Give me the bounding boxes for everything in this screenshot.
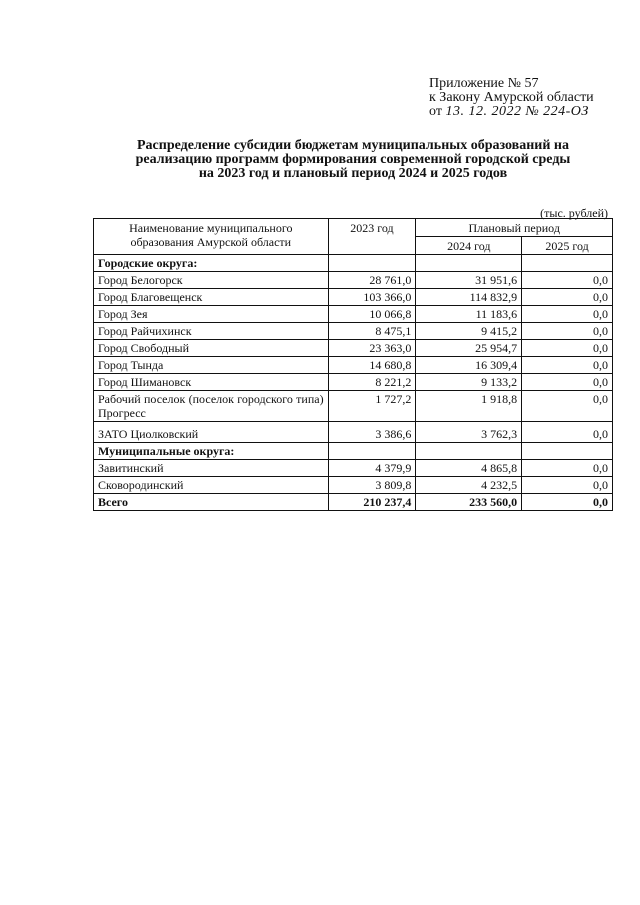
header-planned: Плановый период	[416, 219, 613, 237]
row-2023: 28 761,0	[328, 272, 416, 289]
row-name: Город Благовещенск	[94, 289, 329, 306]
total-row	[94, 494, 613, 511]
total-2025: 0,0	[522, 494, 613, 511]
table-row	[94, 289, 613, 306]
table-row	[94, 460, 613, 477]
table-row	[94, 272, 613, 289]
subsidy-table	[93, 218, 613, 511]
row-2024: 11 183,6	[416, 306, 522, 323]
appendix-date-line	[429, 105, 594, 119]
row-2025: 0,0	[522, 391, 613, 422]
row-2025: 0,0	[522, 306, 613, 323]
row-2023: 1 727,2	[328, 391, 416, 422]
title-line-1: Распределение субсидии бюджетам муниципальных образований на	[137, 138, 569, 153]
row-2023: 8 475,1	[328, 323, 416, 340]
appendix-number: Приложение № 57	[429, 76, 539, 91]
row-2025: 0,0	[522, 460, 613, 477]
row-2024: 114 832,9	[416, 289, 522, 306]
row-2023: 3 386,6	[328, 422, 416, 443]
header-name: Наименование муниципального образования Амурской области	[94, 219, 329, 255]
header-2025: 2025 год	[522, 237, 613, 255]
table-row	[94, 422, 613, 443]
row-name: ЗАТО Циолковский	[94, 422, 329, 443]
row-2023: 8 221,2	[328, 374, 416, 391]
row-2023: 10 066,8	[328, 306, 416, 323]
table-row	[94, 323, 613, 340]
row-name: Город Тында	[94, 357, 329, 374]
total-2023: 210 237,4	[328, 494, 416, 511]
row-2023: 23 363,0	[328, 340, 416, 357]
title-line-3: на 2023 год и плановый период 2024 и 2025 годов	[198, 166, 508, 181]
table-row	[94, 391, 613, 422]
group-label: Муниципальные округа:	[94, 443, 329, 460]
appendix-law: к Закону Амурской области	[429, 90, 594, 105]
row-name: Рабочий поселок (поселок городского типа) Прогресс	[94, 391, 329, 422]
row-2023: 103 366,0	[328, 289, 416, 306]
row-2025: 0,0	[522, 374, 613, 391]
row-2025: 0,0	[522, 272, 613, 289]
row-name: Город Зея	[94, 306, 329, 323]
row-2025: 0,0	[522, 422, 613, 443]
title-line-2: реализацию программ формирования современной городской среды	[135, 152, 571, 167]
row-2023: 3 809,8	[328, 477, 416, 494]
appendix-block	[429, 77, 594, 119]
row-name: Завитинский	[94, 460, 329, 477]
row-2023: 14 680,8	[328, 357, 416, 374]
row-2024: 9 415,2	[416, 323, 522, 340]
row-2024: 3 762,3	[416, 422, 522, 443]
total-label: Всего	[94, 494, 329, 511]
row-2024: 9 133,2	[416, 374, 522, 391]
row-2024: 4 865,8	[416, 460, 522, 477]
group-row	[94, 443, 613, 460]
units-label: (тыс. рублей)	[540, 206, 608, 220]
row-name: Город Белогорск	[94, 272, 329, 289]
group-label: Городские округа:	[94, 255, 329, 272]
handwritten-date-number: 13. 12. 2022 № 224-ОЗ	[445, 104, 589, 119]
row-2025: 0,0	[522, 323, 613, 340]
row-name: Город Свободный	[94, 340, 329, 357]
row-name: Город Шимановск	[94, 374, 329, 391]
header-2023: 2023 год	[328, 219, 416, 255]
row-2024: 4 232,5	[416, 477, 522, 494]
table-row	[94, 340, 613, 357]
group-row	[94, 255, 613, 272]
total-2024: 233 560,0	[416, 494, 522, 511]
row-2024: 16 309,4	[416, 357, 522, 374]
table-row	[94, 357, 613, 374]
appendix-date-prefix: от	[429, 104, 442, 119]
row-2025: 0,0	[522, 340, 613, 357]
document-title	[90, 139, 616, 181]
table-row	[94, 374, 613, 391]
row-2023: 4 379,9	[328, 460, 416, 477]
row-2025: 0,0	[522, 477, 613, 494]
row-2025: 0,0	[522, 357, 613, 374]
header-2024: 2024 год	[416, 237, 522, 255]
row-2024: 25 954,7	[416, 340, 522, 357]
table-row	[94, 477, 613, 494]
row-2025: 0,0	[522, 289, 613, 306]
table-row	[94, 306, 613, 323]
row-name: Сковородинский	[94, 477, 329, 494]
row-2024: 1 918,8	[416, 391, 522, 422]
row-2024: 31 951,6	[416, 272, 522, 289]
row-name: Город Райчихинск	[94, 323, 329, 340]
